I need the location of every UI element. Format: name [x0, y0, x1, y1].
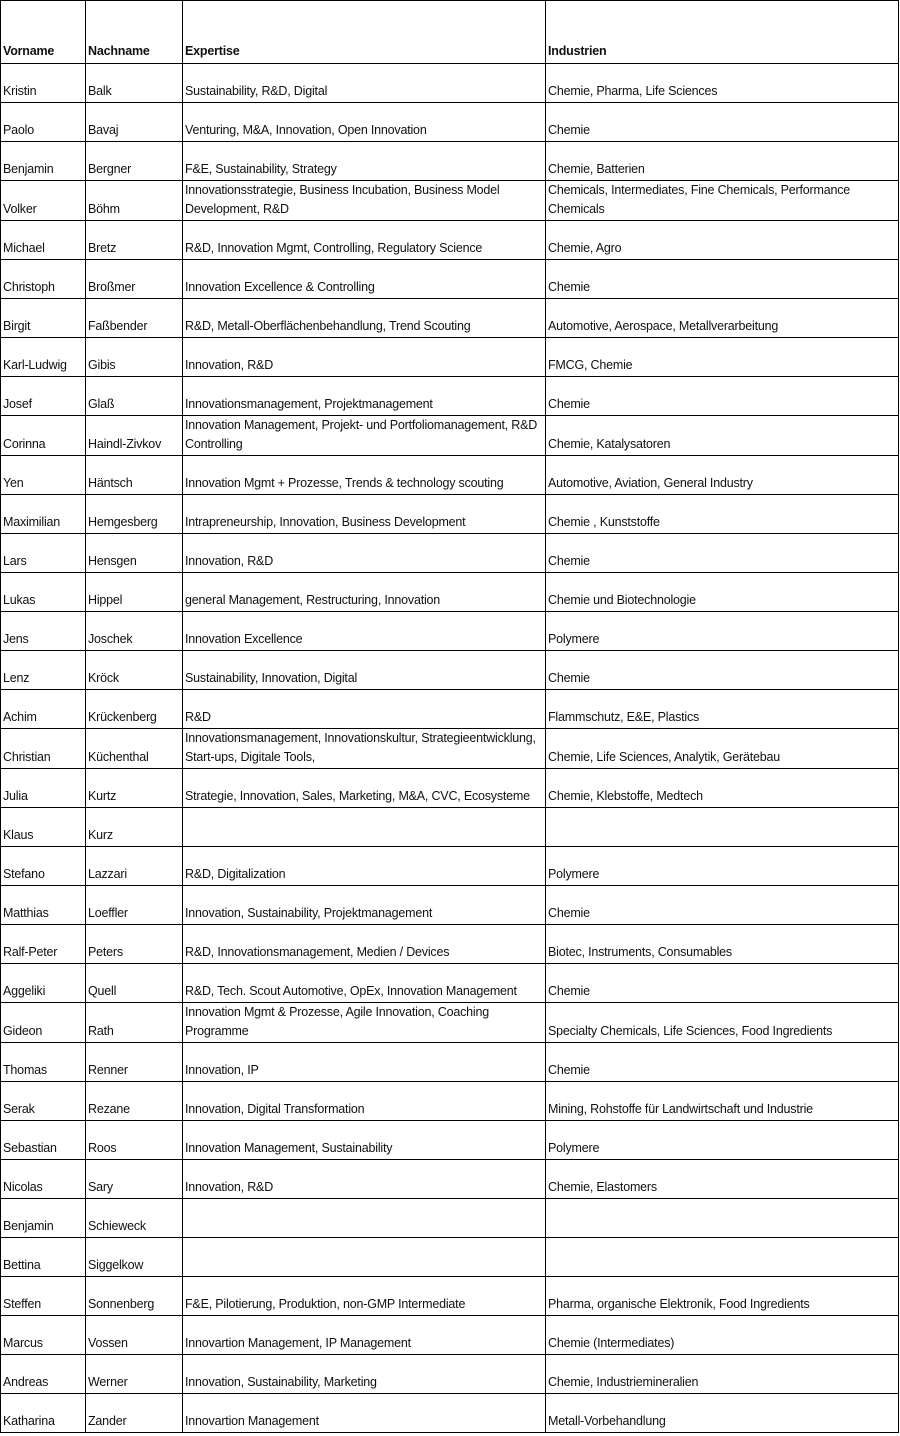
cell-nachname: Joschek [86, 612, 183, 651]
table-row [1, 808, 899, 847]
cell-vorname: Aggeliki [1, 964, 86, 1003]
cell-expertise: Sustainability, R&D, Digital [183, 64, 546, 103]
cell-vorname: Matthias [1, 886, 86, 925]
cell-industrien: Chemie, Industriemineralien [546, 1355, 899, 1394]
cell-industrien: Chemie [546, 377, 899, 416]
cell-vorname: Ralf-Peter [1, 925, 86, 964]
cell-vorname: Jens [1, 612, 86, 651]
cell-expertise: Innovation, Sustainability, Marketing [183, 1355, 546, 1394]
cell-industrien: Chemie [546, 260, 899, 299]
cell-vorname: Karl-Ludwig [1, 338, 86, 377]
cell-industrien: Specialty Chemicals, Life Sciences, Food Ingredients [546, 1003, 899, 1043]
cell-vorname: Steffen [1, 1277, 86, 1316]
cell-expertise: Innovation Excellence & Controlling [183, 260, 546, 299]
cell-expertise: R&D, Digitalization [183, 847, 546, 886]
table-row [1, 103, 899, 142]
cell-industrien: Chemie [546, 886, 899, 925]
table-row [1, 847, 899, 886]
cell-vorname: Marcus [1, 1316, 86, 1355]
table-row [1, 925, 899, 964]
cell-vorname: Katharina [1, 1394, 86, 1433]
table-row [1, 1199, 899, 1238]
cell-expertise: Innovartion Management [183, 1394, 546, 1433]
cell-nachname: Bretz [86, 221, 183, 260]
cell-industrien: Automotive, Aviation, General Industry [546, 456, 899, 495]
cell-nachname: Haindl-Zivkov [86, 416, 183, 456]
cell-industrien: FMCG, Chemie [546, 338, 899, 377]
cell-vorname: Klaus [1, 808, 86, 847]
cell-expertise: R&D [183, 690, 546, 729]
cell-nachname: Krückenberg [86, 690, 183, 729]
table-row [1, 495, 899, 534]
cell-vorname: Stefano [1, 847, 86, 886]
table-row [1, 964, 899, 1003]
cell-nachname: Sonnenberg [86, 1277, 183, 1316]
cell-nachname: Peters [86, 925, 183, 964]
cell-nachname: Balk [86, 64, 183, 103]
table-row [1, 299, 899, 338]
table-row [1, 1238, 899, 1277]
cell-expertise: Innovation, R&D [183, 534, 546, 573]
cell-nachname: Siggelkow [86, 1238, 183, 1277]
cell-nachname: Renner [86, 1043, 183, 1082]
cell-industrien: Chemie, Life Sciences, Analytik, Gerätebau [546, 729, 899, 769]
table-row [1, 612, 899, 651]
cell-expertise: F&E, Sustainability, Strategy [183, 142, 546, 181]
cell-nachname: Bavaj [86, 103, 183, 142]
cell-industrien: Chemie , Kunststoffe [546, 495, 899, 534]
cell-vorname: Josef [1, 377, 86, 416]
cell-industrien: Metall-Vorbehandlung [546, 1394, 899, 1433]
cell-industrien: Chemie, Agro [546, 221, 899, 260]
table-row [1, 221, 899, 260]
cell-nachname: Lazzari [86, 847, 183, 886]
cell-nachname: Gibis [86, 338, 183, 377]
cell-expertise: Innovationsmanagement, Projektmanagement [183, 377, 546, 416]
cell-expertise: general Management, Restructuring, Innovation [183, 573, 546, 612]
cell-nachname: Kurtz [86, 769, 183, 808]
cell-vorname: Volker [1, 181, 86, 221]
cell-industrien: Chemie und Biotechnologie [546, 573, 899, 612]
cell-expertise: R&D, Innovation Mgmt, Controlling, Regulatory Science [183, 221, 546, 260]
cell-industrien: Chemie, Katalysatoren [546, 416, 899, 456]
cell-expertise: Innovation, Digital Transformation [183, 1082, 546, 1121]
cell-industrien: Chemie [546, 964, 899, 1003]
cell-industrien: Chemie [546, 1043, 899, 1082]
cell-expertise: R&D, Metall-Oberflächenbehandlung, Trend Scouting [183, 299, 546, 338]
cell-industrien: Pharma, organische Elektronik, Food Ingredients [546, 1277, 899, 1316]
table-row [1, 181, 899, 221]
header-nachname: Nachname [86, 1, 183, 64]
cell-expertise: Intrapreneurship, Innovation, Business Development [183, 495, 546, 534]
table-row [1, 690, 899, 729]
cell-nachname: Hippel [86, 573, 183, 612]
cell-expertise: Innovation, IP [183, 1043, 546, 1082]
table-row [1, 1121, 899, 1160]
cell-vorname: Birgit [1, 299, 86, 338]
cell-expertise: Sustainability, Innovation, Digital [183, 651, 546, 690]
cell-industrien [546, 1199, 899, 1238]
cell-expertise: Innovation, Sustainability, Projektmanagement [183, 886, 546, 925]
cell-expertise: Innovationsstrategie, Business Incubation, Business Model Development, R&D [183, 181, 546, 221]
cell-expertise: R&D, Tech. Scout Automotive, OpEx, Innovation Management [183, 964, 546, 1003]
cell-industrien: Flammschutz, E&E, Plastics [546, 690, 899, 729]
header-row [1, 1, 899, 64]
table-row [1, 64, 899, 103]
table-row [1, 416, 899, 456]
cell-industrien: Chemie, Batterien [546, 142, 899, 181]
cell-vorname: Benjamin [1, 1199, 86, 1238]
cell-nachname: Rath [86, 1003, 183, 1043]
table-row [1, 1316, 899, 1355]
cell-expertise: Innovation Excellence [183, 612, 546, 651]
cell-expertise: Innovation, R&D [183, 1160, 546, 1199]
cell-industrien: Automotive, Aerospace, Metallverarbeitung [546, 299, 899, 338]
cell-expertise [183, 1199, 546, 1238]
cell-industrien: Biotec, Instruments, Consumables [546, 925, 899, 964]
cell-expertise: F&E, Pilotierung, Produktion, non-GMP Intermediate [183, 1277, 546, 1316]
cell-nachname: Quell [86, 964, 183, 1003]
header-industrien: Industrien [546, 1, 899, 64]
cell-nachname: Küchenthal [86, 729, 183, 769]
cell-nachname: Hemgesberg [86, 495, 183, 534]
cell-nachname: Kurz [86, 808, 183, 847]
cell-expertise: Strategie, Innovation, Sales, Marketing, M&A, CVC, Ecosysteme [183, 769, 546, 808]
cell-nachname: Broßmer [86, 260, 183, 299]
cell-vorname: Corinna [1, 416, 86, 456]
cell-vorname: Julia [1, 769, 86, 808]
cell-industrien: Chemie [546, 534, 899, 573]
cell-expertise: Innovation Management, Sustainability [183, 1121, 546, 1160]
table-row [1, 651, 899, 690]
cell-vorname: Lukas [1, 573, 86, 612]
cell-vorname: Maximilian [1, 495, 86, 534]
cell-nachname: Hensgen [86, 534, 183, 573]
cell-vorname: Sebastian [1, 1121, 86, 1160]
cell-vorname: Paolo [1, 103, 86, 142]
cell-expertise: Innovation Mgmt + Prozesse, Trends & technology scouting [183, 456, 546, 495]
cell-industrien [546, 808, 899, 847]
cell-vorname: Bettina [1, 1238, 86, 1277]
cell-vorname: Lenz [1, 651, 86, 690]
cell-expertise: Innovartion Management, IP Management [183, 1316, 546, 1355]
cell-vorname: Thomas [1, 1043, 86, 1082]
cell-nachname: Loeffler [86, 886, 183, 925]
table-row [1, 1082, 899, 1121]
cell-industrien: Chemie [546, 103, 899, 142]
cell-expertise: Innovation, R&D [183, 338, 546, 377]
cell-nachname: Werner [86, 1355, 183, 1394]
table-row [1, 1394, 899, 1433]
cell-industrien [546, 1238, 899, 1277]
cell-nachname: Roos [86, 1121, 183, 1160]
cell-nachname: Glaß [86, 377, 183, 416]
table-row [1, 573, 899, 612]
table-row [1, 1043, 899, 1082]
cell-nachname: Zander [86, 1394, 183, 1433]
table-row [1, 377, 899, 416]
cell-nachname: Böhm [86, 181, 183, 221]
cell-nachname: Häntsch [86, 456, 183, 495]
cell-expertise: R&D, Innovationsmanagement, Medien / Devices [183, 925, 546, 964]
cell-vorname: Michael [1, 221, 86, 260]
cell-nachname: Kröck [86, 651, 183, 690]
table-row [1, 1003, 899, 1043]
cell-industrien: Chemie, Klebstoffe, Medtech [546, 769, 899, 808]
cell-vorname: Lars [1, 534, 86, 573]
cell-vorname: Serak [1, 1082, 86, 1121]
cell-expertise: Innovationsmanagement, Innovationskultur, Strategieentwicklung, Start-ups, Digitale Tools, [183, 729, 546, 769]
cell-vorname: Christian [1, 729, 86, 769]
table-row [1, 456, 899, 495]
cell-vorname: Yen [1, 456, 86, 495]
cell-vorname: Benjamin [1, 142, 86, 181]
table-row [1, 534, 899, 573]
cell-industrien: Mining, Rohstoffe für Landwirtschaft und Industrie [546, 1082, 899, 1121]
cell-nachname: Rezane [86, 1082, 183, 1121]
cell-industrien: Polymere [546, 847, 899, 886]
cell-nachname: Bergner [86, 142, 183, 181]
cell-expertise: Innovation Mgmt & Prozesse, Agile Innovation, Coaching Programme [183, 1003, 546, 1043]
cell-expertise: Innovation Management, Projekt- und Portfoliomanagement, R&D Controlling [183, 416, 546, 456]
cell-vorname: Kristin [1, 64, 86, 103]
table-row [1, 338, 899, 377]
table-row [1, 1277, 899, 1316]
table-row [1, 729, 899, 769]
cell-vorname: Andreas [1, 1355, 86, 1394]
table-row [1, 1160, 899, 1199]
cell-nachname: Sary [86, 1160, 183, 1199]
header-vorname: Vorname [1, 1, 86, 64]
cell-industrien: Polymere [546, 612, 899, 651]
cell-expertise [183, 808, 546, 847]
cell-nachname: Faßbender [86, 299, 183, 338]
table-row [1, 769, 899, 808]
table-row [1, 142, 899, 181]
table-row [1, 886, 899, 925]
cell-industrien: Chemie [546, 651, 899, 690]
cell-vorname: Christoph [1, 260, 86, 299]
cell-nachname: Vossen [86, 1316, 183, 1355]
cell-vorname: Gideon [1, 1003, 86, 1043]
cell-industrien: Chemie (Intermediates) [546, 1316, 899, 1355]
cell-industrien: Chemie, Pharma, Life Sciences [546, 64, 899, 103]
cell-expertise: Venturing, M&A, Innovation, Open Innovation [183, 103, 546, 142]
cell-industrien: Chemicals, Intermediates, Fine Chemicals, Performance Chemicals [546, 181, 899, 221]
cell-expertise [183, 1238, 546, 1277]
header-expertise: Expertise [183, 1, 546, 64]
cell-vorname: Nicolas [1, 1160, 86, 1199]
cell-industrien: Chemie, Elastomers [546, 1160, 899, 1199]
cell-industrien: Polymere [546, 1121, 899, 1160]
table-row [1, 260, 899, 299]
cell-nachname: Schieweck [86, 1199, 183, 1238]
table-row [1, 1355, 899, 1394]
cell-vorname: Achim [1, 690, 86, 729]
table-body [1, 64, 899, 1433]
